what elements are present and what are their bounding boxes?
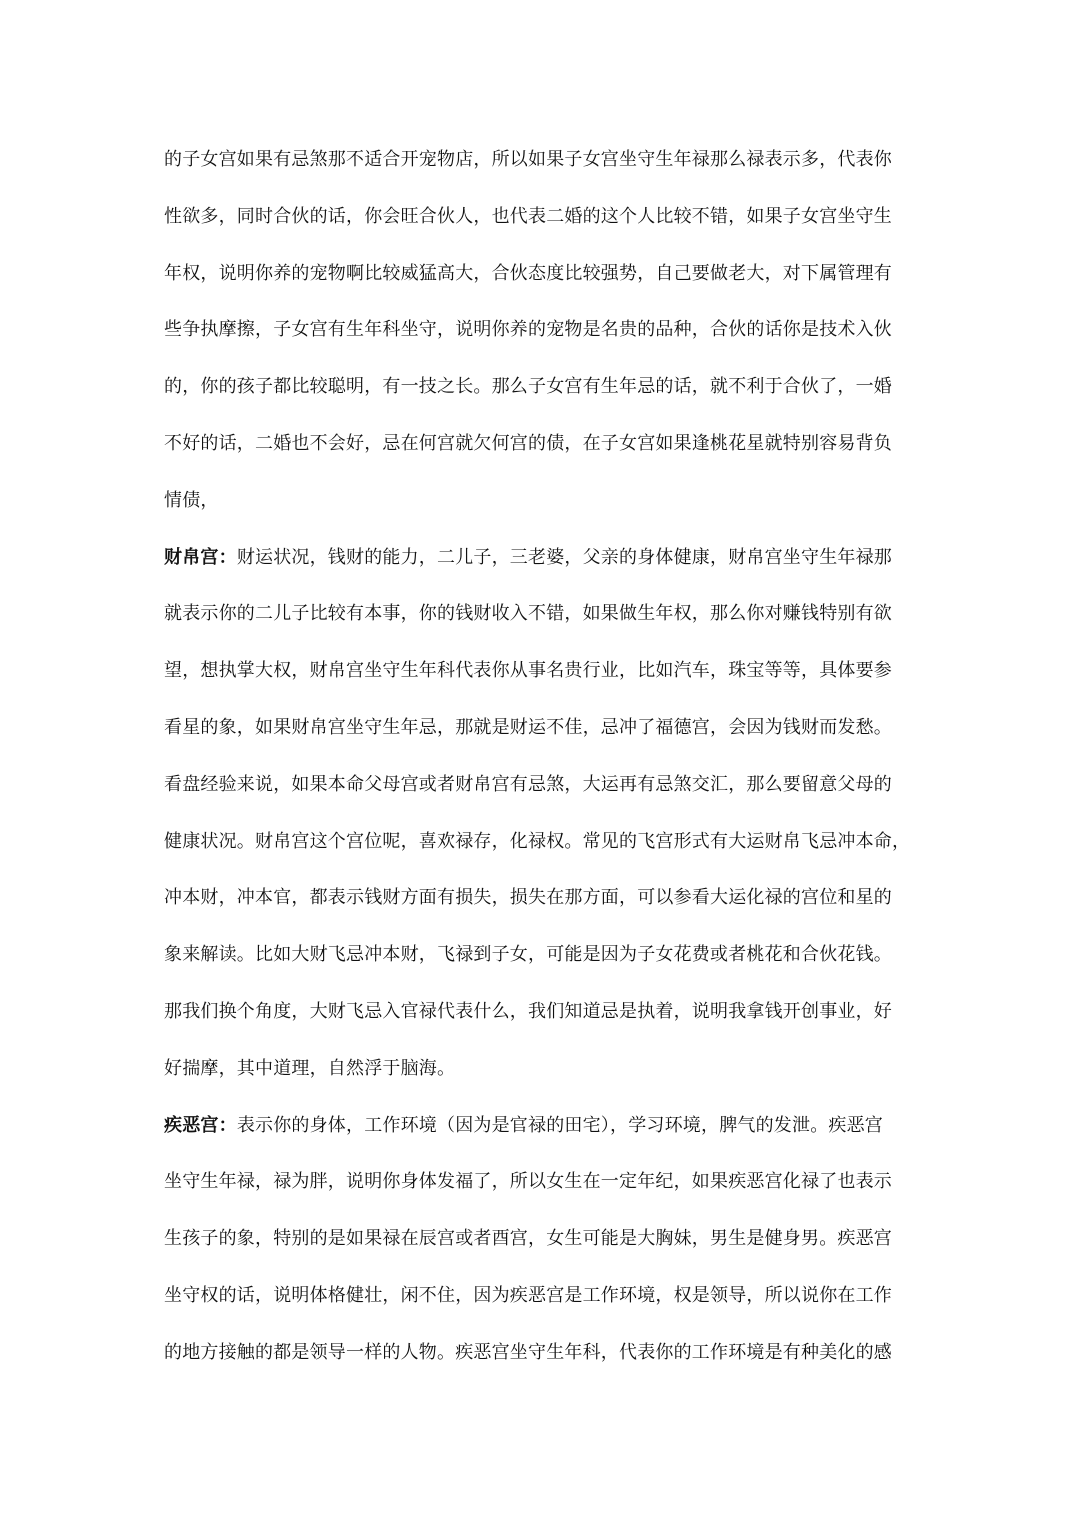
text-line [164,1211,934,1268]
text-line [164,302,934,359]
text-line [164,643,934,700]
text-line [164,530,934,587]
paragraph-text: 就表示你的二儿子比较有本事，你的钱财收入不错，如果做生年权，那么你对赚钱特别有欲 [164,603,892,625]
paragraph-text: 财运状况，钱财的能力，二儿子，三老婆，父亲的身体健康，财帛宫坐守生年禄那 [236,546,893,568]
text-line [164,700,934,757]
text-line [164,870,934,927]
text-line [164,416,934,473]
paragraph-text: 不好的话，二婚也不会好，忌在何宫就欠何宫的债，在子女宫如果逢桃花星就特别容易背负 [164,432,892,454]
paragraph-text: 的，你的孩子都比较聪明，有一技之长。那么子女宫有生年忌的话，就不利于合伙了，一婚 [164,376,892,398]
text-line [164,189,934,246]
section-heading: 财帛宫： [164,546,237,568]
text-line [164,814,934,871]
paragraph-text: 表示你的身体，工作环境（因为是官禄的田宅），学习环境，脾气的发泄。疾恶宫 [236,1114,884,1136]
paragraph-text: 冲本财，冲本官，都表示钱财方面有损失，损失在那方面，可以参看大运化禄的宫位和星的 [164,887,892,909]
text-line [164,132,934,189]
paragraph-text: 些争执摩擦，子女宫有生年科坐守，说明你养的宠物是名贵的品种，合伙的话你是技术入伙 [164,319,892,341]
text-line [164,1268,934,1325]
text-line [164,473,934,530]
paragraph-text: 健康状况。财帛宫这个宫位呢，喜欢禄存，化禄权。常见的飞宫形式有大运财帛飞忌冲本命， [164,830,911,852]
paragraph-text: 性欲多，同时合伙的话，你会旺合伙人，也代表二婚的这个人比较不错，如果子女宫坐守生 [164,205,892,227]
paragraph-text: 坐守权的话，说明体格健壮，闲不住，因为疾恶宫是工作环境，权是领导，所以说你在工作 [164,1284,892,1306]
text-line [164,359,934,416]
text-line [164,246,934,303]
paragraph-text: 象来解读。比如大财飞忌冲本财，飞禄到子女，可能是因为子女花费或者桃花和合伙花钱。 [164,944,892,966]
text-line [164,927,934,984]
paragraph-text: 望，想执掌大权，财帛宫坐守生年科代表你从事名贵行业，比如汽车，珠宝等等，具体要参 [164,660,892,682]
text-line [164,1154,934,1211]
paragraph-text: 好揣摩，其中道理，自然浮于脑海。 [164,1057,456,1079]
document-body [164,132,934,1382]
paragraph-text: 的地方接触的都是领导一样的人物。疾恶宫坐守生年科，代表你的工作环境是有种美化的感 [164,1341,892,1363]
paragraph-text: 那我们换个角度，大财飞忌入官禄代表什么，我们知道忌是执着，说明我拿钱开创事业，好 [164,1000,892,1022]
paragraph-text: 年权，说明你养的宠物啊比较威猛高大，合伙态度比较强势，自己要做老大，对下属管理有 [164,262,892,284]
paragraph-text: 情债， [164,489,219,511]
paragraph-text: 看盘经验来说，如果本命父母宫或者财帛宫有忌煞，大运再有忌煞交汇，那么要留意父母的 [164,773,892,795]
paragraph-text: 坐守生年禄，禄为胖，说明你身体发福了，所以女生在一定年纪，如果疾恶宫化禄了也表示 [164,1171,892,1193]
paragraph-text: 的子女宫如果有忌煞那不适合开宠物店，所以如果子女宫坐守生年禄那么禄表示多，代表你 [164,149,892,170]
paragraph-text: 看星的象，如果财帛宫坐守生年忌，那就是财运不佳，忌冲了福德宫，会因为钱财而发愁。 [164,716,892,738]
text-line [164,586,934,643]
text-line [164,1325,934,1382]
section-heading: 疾恶宫： [164,1114,237,1136]
text-line [164,757,934,814]
text-line [164,1098,934,1155]
text-line [164,984,934,1041]
text-line [164,1041,934,1098]
paragraph-text: 生孩子的象，特别的是如果禄在辰宫或者酉宫，女生可能是大胸妹，男生是健身男。疾恶宫 [164,1228,892,1250]
